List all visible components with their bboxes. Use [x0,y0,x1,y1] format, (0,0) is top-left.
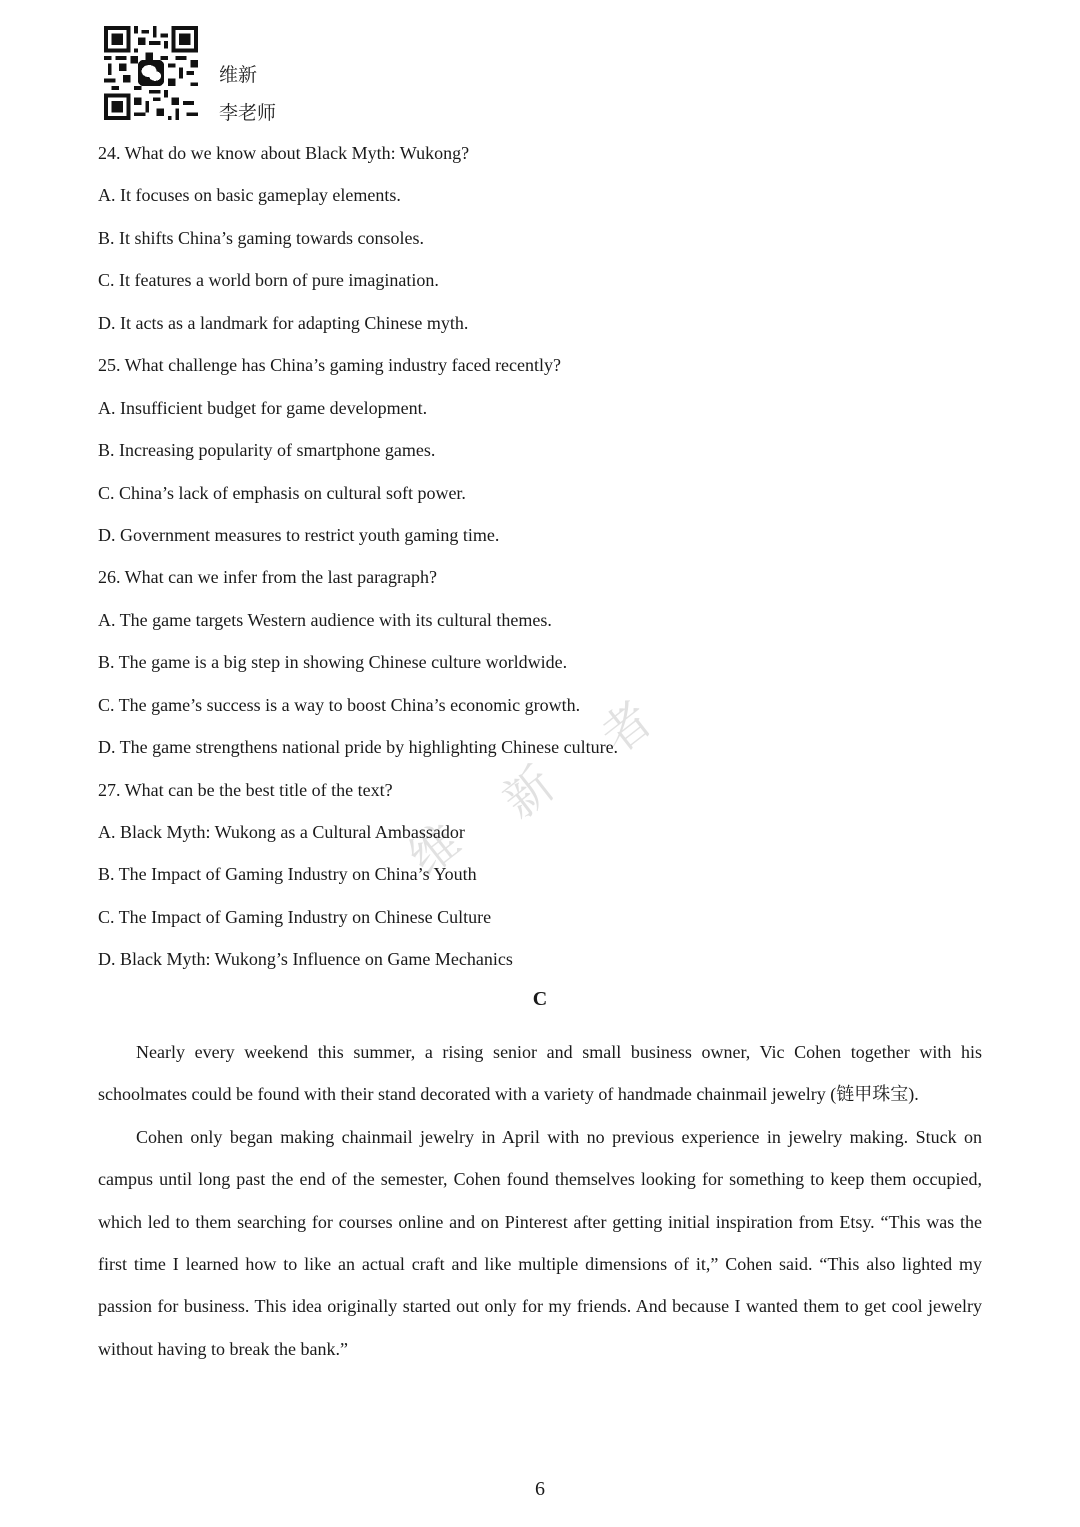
answer-option: A. Insufficient budget for game development. [98,397,428,418]
question-stem: 24. What do we know about Black Myth: Wukong? [98,143,470,163]
answer-option: D. The game strengthens national pride by highlighting Chinese culture. [98,737,619,758]
answer-option: B. It shifts China’s gaming towards consoles. [98,227,424,248]
qr-code-image [104,26,198,120]
answer-option: B. Increasing popularity of smartphone games. [98,440,436,461]
brand-name: 维新 [219,65,258,86]
answer-option: A. Black Myth: Wukong as a Cultural Ambassador [98,822,465,842]
answer-option: B. The Impact of Gaming Industry on China’s Youth [98,864,477,885]
answer-option: C. The game’s success is a way to boost China’s economic growth. [98,694,581,715]
watermark-char: 维 [398,813,471,887]
passage-paragraph: Nearly every weekend this summer, a rising senior and small business owner, Vic Cohen together with his schoolmates could be found with their stand decorated with a variety of handmade chainmail jewelry (链甲珠宝). [98,1042,982,1105]
answer-option: A. It focuses on basic gameplay elements. [98,185,401,206]
watermark-char: 者 [590,691,663,765]
answer-option: A. The game targets Western audience with its cultural themes. [98,609,552,630]
watermark-char: 新 [492,756,565,830]
page-number: 6 [535,1478,545,1500]
section-heading: C [532,988,548,1010]
answer-option: D. Government measures to restrict youth gaming time. [98,524,500,545]
reading-passage [98,1031,982,1370]
answer-option: D. Black Myth: Wukong’s Influence on Game Mechanics [98,949,513,970]
answer-option: C. It features a world born of pure imagination. [98,270,439,291]
question-list [98,140,988,989]
question-stem: 27. What can be the best title of the text? [98,779,393,800]
question-stem: 25. What challenge has China’s gaming industry faced recently? [98,355,562,376]
answer-option: B. The game is a big step in showing Chinese culture worldwide. [98,652,568,673]
brand-teacher: 李老师 [219,103,277,124]
answer-option: D. It acts as a landmark for adapting Chinese myth. [98,312,469,333]
question-stem: 26. What can we infer from the last paragraph? [98,567,438,588]
answer-option: C. The Impact of Gaming Industry on Chinese Culture [98,906,492,927]
answer-option: C. China’s lack of emphasis on cultural soft power. [98,482,466,503]
passage-paragraph: Cohen only began making chainmail jewelry in April with no previous experience in jewelry making. Stuck on campus until long past the end of the semester, Cohen found themselves looking for something to keep them occupied, which led to them searching for courses online and on Pinterest after getting initial inspiration from Etsy. “This was the first time I learned how to like an actual craft and like multiple dimensions of it,” Cohen said. “This also lighted my passion for business. This idea originally started out only for my friends. And because I wanted them to get cool jewelry without having to break the bank.” [98,1126,982,1359]
